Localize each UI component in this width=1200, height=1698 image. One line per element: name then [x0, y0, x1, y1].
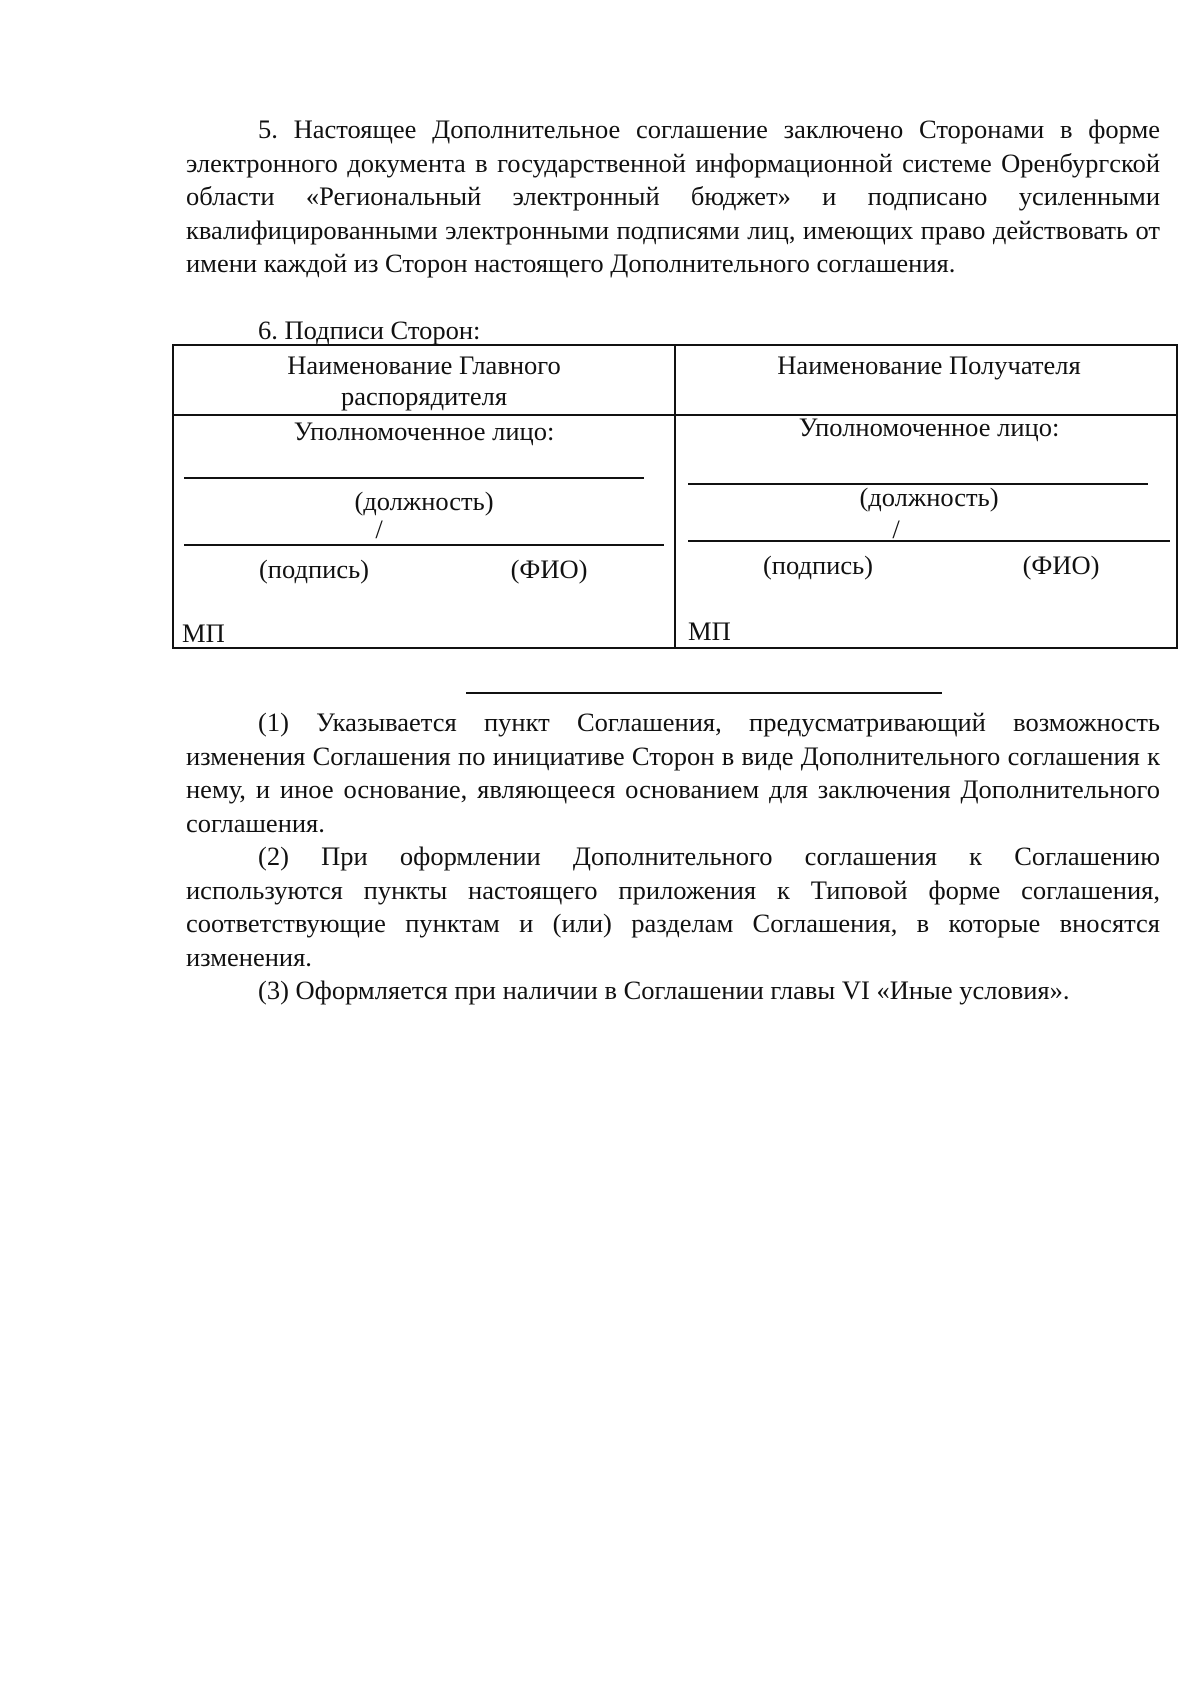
right-stamp-mark: МП [688, 616, 731, 646]
right-position-caption: (должность) [859, 482, 999, 512]
footnote-separator [466, 692, 942, 694]
left-slash: / [375, 514, 383, 544]
footnote-1: (1) Указывается пункт Соглашения, предусматривающий возможность изменения Соглашения по инициативе Сторон в виде Дополнительного соглашения к нему, и иное основание, являющееся основанием для заключения Дополнительного соглашения. [186, 707, 1160, 838]
left-signature-line [184, 544, 664, 546]
table-column-divider [674, 346, 676, 647]
left-signature-caption: (подпись) [258, 554, 369, 584]
right-name-caption: (ФИО) [1022, 550, 1100, 580]
right-authorized-label: Уполномоченное лицо: [798, 412, 1060, 442]
left-position-line [184, 477, 644, 479]
left-header: Наименование Главного распорядителя [287, 350, 561, 411]
left-position-caption: (должность) [354, 486, 494, 516]
footnotes [186, 706, 1160, 1008]
signature-table [172, 344, 1178, 649]
left-stamp-mark: МП [182, 618, 225, 648]
right-signature-caption: (подпись) [762, 550, 873, 580]
footnote-3: (3) Оформляется при наличии в Соглашении главы VI «Иные условия». [258, 975, 1070, 1005]
paragraph-5: 5. Настоящее Дополнительное соглашение заключено Сторонами в форме электронного документа в государственной информационной системе Оренбургской области «Региональный электронный бюджет» и подписано усиленными квалифицированными электронными подписями лиц, имеющих право действовать от имени каждой из Сторон настоящего Дополнительного соглашения. [186, 114, 1160, 278]
paragraph-6-heading: 6. Подписи Сторон: [258, 315, 481, 345]
right-slash: / [892, 514, 900, 544]
left-name-caption: (ФИО) [510, 554, 588, 584]
right-signature-line [688, 540, 1170, 542]
right-header: Наименование Получателя [777, 350, 1081, 380]
left-authorized-label: Уполномоченное лицо: [293, 416, 555, 446]
footnote-2: (2) При оформлении Дополнительного соглашения к Соглашению используются пункты настоящего приложения к Типовой форме соглашения, соответствующие пунктам и (или) разделам Соглашения, в которые вносятся изменения. [186, 841, 1160, 972]
